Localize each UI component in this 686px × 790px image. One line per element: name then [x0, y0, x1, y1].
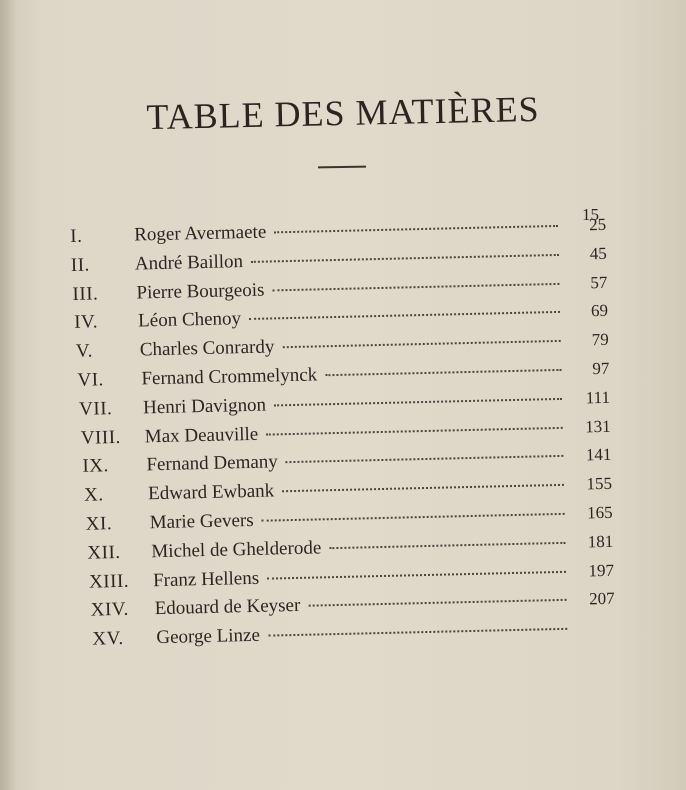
entry-numeral: XIII.: [88, 570, 130, 593]
entry-name: Henri Davignon: [142, 394, 267, 419]
dot-leader: [272, 283, 559, 292]
entry-name: Fernand Demany: [146, 451, 279, 476]
entry-page: 155: [586, 473, 613, 494]
entry-name: Pierre Bourgeois: [136, 279, 265, 304]
entry-numeral: XV.: [92, 628, 124, 650]
dot-leader: [286, 455, 564, 463]
entry-page: 165: [586, 502, 613, 523]
entry-numeral: III.: [72, 282, 99, 305]
entry-numeral: I.: [70, 225, 83, 247]
entry-name: Max Deauville: [144, 423, 259, 447]
entry-name: Michel de Ghelderode: [151, 537, 322, 562]
first-page-number: 15: [582, 205, 599, 224]
dot-leader: [282, 484, 564, 492]
entry-page: 57: [590, 272, 608, 292]
title-rule: [318, 166, 366, 169]
entry-name: Marie Gevers: [149, 509, 254, 534]
dot-leader: [267, 570, 566, 579]
dot-leader: [251, 254, 559, 263]
dot-leader: [274, 225, 558, 233]
entry-numeral: VII.: [78, 397, 113, 420]
dot-leader: [308, 599, 566, 607]
entry-numeral: XIV.: [90, 599, 130, 621]
dot-leader: [274, 398, 562, 407]
entry-name: Charles Conrardy: [139, 336, 275, 361]
entry-numeral: XI.: [85, 513, 113, 535]
entry-page: 131: [584, 416, 611, 436]
toc-list: [0, 212, 686, 659]
entry-page: 141: [585, 445, 612, 465]
entry-numeral: X.: [83, 484, 104, 506]
entry-numeral: IV.: [73, 311, 99, 334]
entry-numeral: VIII.: [80, 426, 121, 449]
entry-page: 25: [588, 214, 607, 235]
dot-leader: [329, 542, 565, 549]
entry-page: 111: [585, 387, 611, 408]
dot-leader: [262, 513, 565, 522]
entry-page: 97: [592, 358, 610, 379]
entry-name: Léon Chenoy: [137, 308, 242, 332]
entry-name: George Linze: [156, 624, 261, 649]
entry-page: 79: [591, 329, 609, 350]
entry-page: 207: [588, 589, 615, 609]
entry-page: 197: [588, 560, 615, 580]
dot-leader: [282, 340, 560, 348]
entry-numeral: II.: [70, 254, 91, 276]
dot-leader: [249, 311, 560, 320]
dot-leader: [266, 426, 563, 435]
dot-leader: [268, 628, 567, 637]
entry-name: Edward Ewbank: [147, 480, 275, 505]
page-title: TABLE DES MATIÈRES: [146, 88, 540, 138]
entry-name: Franz Hellens: [152, 567, 260, 591]
entry-page: 69: [590, 301, 609, 321]
entry-name: André Baillon: [134, 250, 244, 275]
entry-page: [575, 633, 615, 634]
entry-numeral: IX.: [82, 455, 110, 478]
entry-page: 45: [589, 243, 607, 264]
entry-name: Fernand Crommelynck: [141, 364, 318, 390]
entry-page: 181: [587, 531, 614, 552]
entry-numeral: VI.: [77, 369, 105, 391]
entry-numeral: XII.: [87, 541, 121, 564]
dot-leader: [325, 369, 561, 376]
entry-name: Roger Avermaete: [133, 221, 267, 246]
entry-numeral: V.: [75, 340, 94, 363]
entry-name: Edouard de Keyser: [154, 595, 301, 620]
